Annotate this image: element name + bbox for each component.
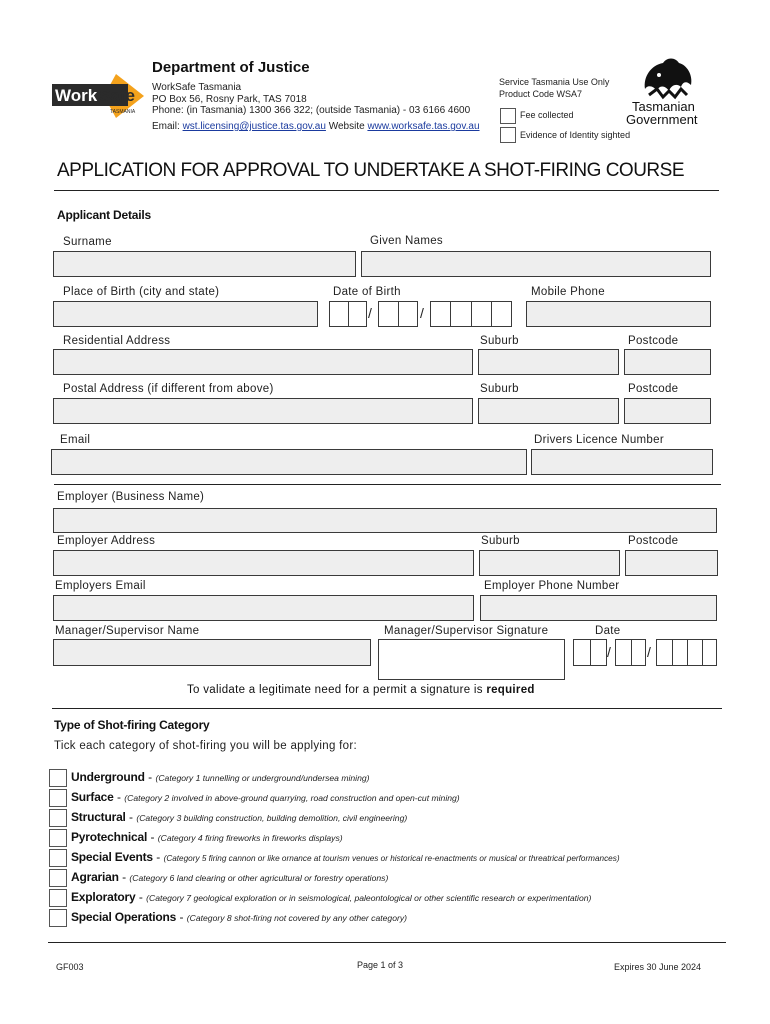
validate-note xyxy=(187,684,535,696)
dob-year-field[interactable] xyxy=(430,301,512,327)
given-names-field[interactable] xyxy=(361,251,711,277)
date-of-birth-label: Date of Birth xyxy=(333,286,401,298)
signed-date-year-field[interactable] xyxy=(656,639,717,666)
residential-suburb-field[interactable] xyxy=(478,349,619,375)
category-4-desc: (Category 4 firing fireworks in fireworks displays) xyxy=(157,833,343,843)
manager-signature-field[interactable] xyxy=(378,639,565,680)
surname-field[interactable] xyxy=(53,251,356,277)
category-4-checkbox[interactable] xyxy=(49,829,67,847)
category-4-item: Pyrotechnical - (Category 4 firing fireworks in fireworks displays) xyxy=(71,830,343,844)
category-8-item: Special Operations - (Category 8 shot-firing not covered by any other category) xyxy=(71,910,407,924)
email-link[interactable]: wst.licensing@justice.tas.gov.au xyxy=(182,121,326,132)
category-8-desc: (Category 8 shot-firing not covered by any other category) xyxy=(186,913,407,923)
category-7-desc: (Category 7 geological exploration or in seismological, paleontological or other scientific research or experimentation) xyxy=(146,893,592,903)
category-3-desc: (Category 3 building construction, building demolition, civil engineering) xyxy=(136,813,408,823)
category-2-name: Surface xyxy=(71,790,114,804)
category-2-checkbox[interactable] xyxy=(49,789,67,807)
employer-email-field[interactable] xyxy=(53,595,474,621)
category-7-item: Exploratory - (Category 7 geological exploration or in seismological, paleontological or other scientific research or experimentation) xyxy=(71,890,592,904)
category-1-name: Underground xyxy=(71,770,145,784)
department-title: Department of Justice xyxy=(152,59,310,76)
postal-suburb-field[interactable] xyxy=(478,398,619,424)
category-2-desc: (Category 2 involved in above-ground quarrying, road construction and open-cut mining) xyxy=(124,793,460,803)
employer-phone-field[interactable] xyxy=(480,595,717,621)
mobile-phone-label: Mobile Phone xyxy=(531,286,605,298)
dob-day-field[interactable] xyxy=(329,301,367,327)
website-link[interactable]: www.worksafe.tas.gov.au xyxy=(367,121,480,132)
manager-name-field[interactable] xyxy=(53,639,371,666)
category-6-item: Agrarian - (Category 6 land clearing or other agricultural or forestry operations) xyxy=(71,870,389,884)
dob-month-field[interactable] xyxy=(378,301,418,327)
employer-postcode-field[interactable] xyxy=(625,550,718,576)
employer-name-field[interactable] xyxy=(53,508,717,533)
applicant-heading: Applicant Details xyxy=(57,208,151,222)
form-title: APPLICATION FOR APPROVAL TO UNDERTAKE A SHOT-FIRING COURSE xyxy=(57,160,684,181)
category-1-desc: (Category 1 tunnelling or underground/undersea mining) xyxy=(155,773,370,783)
validate-note-text: To validate a legitimate need for a permit a signature is xyxy=(187,684,487,696)
category-instruction: Tick each category of shot-firing you will be applying for: xyxy=(54,740,357,752)
category-8-checkbox[interactable] xyxy=(49,909,67,927)
residential-postcode-field[interactable] xyxy=(624,349,711,375)
page-number: Page 1 of 3 xyxy=(357,960,404,970)
manager-name-label: Manager/Supervisor Name xyxy=(55,625,200,637)
email-field[interactable] xyxy=(51,449,527,475)
tasmanian-devil-emblem xyxy=(637,55,697,101)
category-6-desc: (Category 6 land clearing or other agricultural or forestry operations) xyxy=(129,873,389,883)
org-address: PO Box 56, Rosny Park, TAS 7018 xyxy=(152,94,307,105)
email-label: Email xyxy=(60,434,91,446)
fee-collected-checkbox[interactable] xyxy=(500,108,516,124)
gov-line2: Government xyxy=(626,112,698,127)
gov-line1: Tasmanian xyxy=(632,99,695,114)
place-of-birth-label: Place of Birth (city and state) xyxy=(63,286,220,298)
place-of-birth-field[interactable] xyxy=(53,301,318,327)
category-divider xyxy=(52,708,722,709)
employer-phone-label: Employer Phone Number xyxy=(484,580,620,592)
drivers-licence-label: Drivers Licence Number xyxy=(534,434,664,446)
postal-postcode-field[interactable] xyxy=(624,398,711,424)
category-6-checkbox[interactable] xyxy=(49,869,67,887)
employer-suburb-label: Suburb xyxy=(481,535,520,547)
drivers-licence-field[interactable] xyxy=(531,449,713,475)
employer-address-label: Employer Address xyxy=(57,535,156,547)
footer-divider xyxy=(48,942,726,943)
employer-suburb-field[interactable] xyxy=(479,550,620,576)
category-5-checkbox[interactable] xyxy=(49,849,67,867)
org-name: WorkSafe Tasmania xyxy=(152,82,242,93)
org-contact xyxy=(152,121,480,132)
category-5-item: Special Events - (Category 5 firing cannon or like ornance at tourism venues or historical re-enactments or musical or threatrical performances) xyxy=(71,850,620,864)
manager-signature-label: Manager/Supervisor Signature xyxy=(384,625,549,637)
fee-collected-label: Fee collected xyxy=(520,110,574,120)
dob-slash-2: / xyxy=(420,305,424,321)
employer-postcode-label: Postcode xyxy=(628,535,679,547)
postal-address-field[interactable] xyxy=(53,398,473,424)
email-prefix: Email: xyxy=(152,121,183,132)
residential-postcode-label: Postcode xyxy=(628,335,679,347)
service-use-label: Service Tasmania Use Only xyxy=(499,77,610,87)
category-2-item: Surface - (Category 2 involved in above-ground quarrying, road construction and open-cut mining) xyxy=(71,790,460,804)
svg-text:Safe: Safe xyxy=(99,86,135,105)
product-code: Product Code WSA7 xyxy=(499,89,583,99)
signed-date-month-field[interactable] xyxy=(615,639,646,666)
category-5-desc: (Category 5 firing cannon or like ornance at tourism venues or historical re-enactments or musical or threatrical performances) xyxy=(163,854,620,863)
residential-address-label: Residential Address xyxy=(63,335,171,347)
postal-suburb-label: Suburb xyxy=(480,383,519,395)
manager-date-label: Date xyxy=(595,625,621,637)
category-3-item: Structural - (Category 3 building construction, building demolition, civil engineering) xyxy=(71,810,408,824)
evidence-label: Evidence of Identity sighted xyxy=(520,130,631,140)
expiry-date: Expires 30 June 2024 xyxy=(614,962,702,972)
employer-address-field[interactable] xyxy=(53,550,474,576)
category-3-checkbox[interactable] xyxy=(49,809,67,827)
org-phone: Phone: (in Tasmania) 1300 366 322; (outside Tasmania) - 03 6166 4600 xyxy=(152,105,471,116)
category-1-item: Underground - (Category 1 tunnelling or underground/undersea mining) xyxy=(71,770,370,784)
employer-name-label: Employer (Business Name) xyxy=(57,491,205,503)
validate-required: required xyxy=(486,684,535,696)
category-heading: Type of Shot-firing Category xyxy=(54,718,210,732)
given-names-label: Given Names xyxy=(370,235,443,247)
postal-postcode-label: Postcode xyxy=(628,383,679,395)
title-divider xyxy=(54,190,719,191)
category-7-checkbox[interactable] xyxy=(49,889,67,907)
category-6-name: Agrarian xyxy=(71,870,119,884)
category-8-name: Special Operations xyxy=(71,910,177,924)
employer-divider xyxy=(54,484,721,485)
mobile-phone-field[interactable] xyxy=(526,301,711,327)
category-7-name: Exploratory xyxy=(71,890,136,904)
signed-date-slash-1: / xyxy=(607,644,611,660)
employer-email-label: Employers Email xyxy=(55,580,146,592)
signed-date-slash-2: / xyxy=(647,644,651,660)
postal-address-label: Postal Address (if different from above) xyxy=(63,383,274,395)
svg-text:Work: Work xyxy=(55,86,98,105)
signed-date-day-field[interactable] xyxy=(573,639,607,666)
web-prefix: Website xyxy=(325,121,368,132)
form-code: GF003 xyxy=(56,962,84,972)
category-5-name: Special Events xyxy=(71,850,153,864)
category-4-name: Pyrotechnical xyxy=(71,830,148,844)
category-1-checkbox[interactable] xyxy=(49,769,67,787)
worksafe-logo xyxy=(50,72,146,120)
surname-label: Surname xyxy=(63,236,112,248)
svg-text:TASMANIA: TASMANIA xyxy=(110,109,136,115)
residential-address-field[interactable] xyxy=(53,349,473,375)
dob-slash-1: / xyxy=(368,305,372,321)
evidence-checkbox[interactable] xyxy=(500,127,516,143)
residential-suburb-label: Suburb xyxy=(480,335,519,347)
category-3-name: Structural xyxy=(71,810,126,824)
